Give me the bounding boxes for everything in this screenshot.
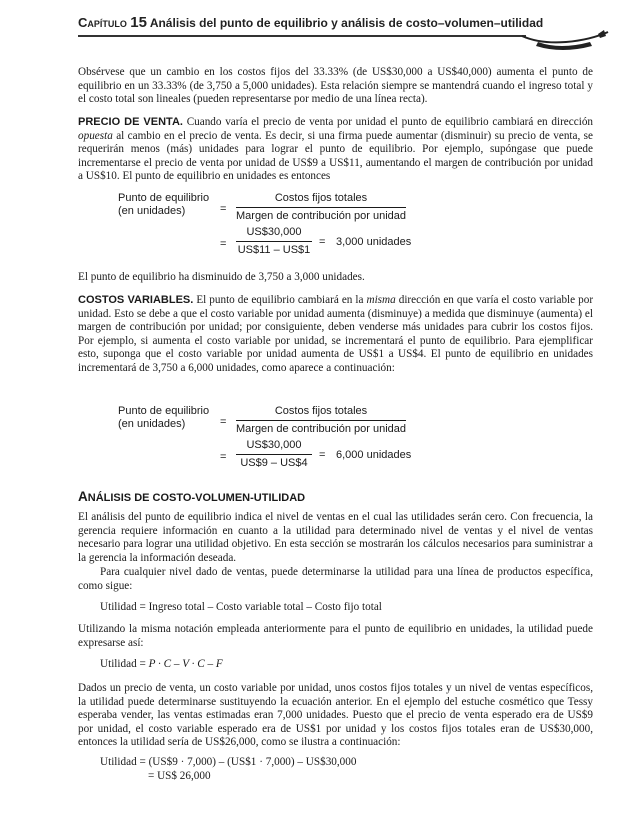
formula2-fraction-bar	[236, 420, 406, 421]
formula1-lhs-line2: (en unidades)	[118, 205, 186, 217]
formula2-lhs-line2: (en unidades)	[118, 418, 186, 430]
formula1-eq2: =	[220, 238, 227, 250]
paragraph-intro: Obsérvese que un cambio en los costos fijos del 33.33% (de US$30,000 a US$40,000) aumenta el punto de equilibrio en un 33.33% (de 3,750 a 5,000 unidades). Esta relación siempre se mantendrá cuando el ingreso total y el costo total son lineales (pueden representarse por medio de una línea recta).	[78, 66, 593, 106]
formula1-lhs-line1: Punto de equilibrio	[118, 192, 210, 204]
precio-text-a: Cuando varía el precio de venta por unidad el punto de equilibrio cambiará en dirección	[186, 116, 594, 128]
formula2-numerator2: US$30,000	[246, 439, 302, 451]
formula1-eq3: =	[319, 236, 326, 248]
formula1-numerator: Costos fijos totales	[274, 192, 368, 204]
precio-lead: PRECIO DE VENTA.	[78, 116, 183, 128]
costos-lead: COSTOS VARIABLES.	[78, 294, 194, 306]
formula2-denominator2: US$9 – US$4	[240, 457, 308, 469]
header-rule	[78, 35, 526, 37]
section-rest: COSTO-VOLUMEN-UTILIDAD	[152, 492, 306, 504]
formula1-fraction-bar2	[236, 241, 312, 242]
paragraph-notacion: Utilizando la misma notación empleada anteriormente para el punto de equilibrio en unidades, la utilidad puede expresarse así:	[78, 623, 593, 649]
formula1-numerator2: US$30,000	[246, 226, 302, 238]
equation-notation-lhs: Utilidad =	[100, 658, 146, 670]
paragraph-ejemplo: Dados un precio de venta, un costo variable por unidad, unos costos fijos totales y un nivel de ventas específicos, la utilidad puede determinarse sustituyendo la ecuación anterior. En el ejemplo del estuche cosmético que Tessy esperaba vender, las ventas estimadas eran 7,000 unidades. Puesto que el precio de venta esperado era de US$9 por unidad, el costo variable esperado era de US$1 por unidad y los costos fijos totales eran de US$30,000, entonces la utilidad sería de US$26,000, como se ilustra a continuación:	[78, 682, 593, 749]
section-cap-a: A	[78, 489, 88, 504]
section-heading	[78, 489, 305, 504]
final-equation-line2: = US$ 26,000	[148, 770, 211, 782]
precio-text-b: al cambio en el precio de venta. Es decir, si una firma puede aumentar (disminuir) su precio de venta, se requerirán menos (más) unidades para lograr el punto de equilibrio. Por ejemplo, supóngase que puede incrementarse el precio de venta por unidad de US$9 a US$11, aumentando el margen de contribución por unidad a US$10. El punto de equilibrio en unidades es entonces	[78, 129, 593, 183]
formula2-eq3: =	[319, 449, 326, 461]
formula1-denominator2: US$11 – US$1	[237, 244, 311, 256]
brush-stroke-logo-icon	[520, 28, 612, 58]
equation-notation	[100, 658, 223, 670]
formula2-result: 6,000 unidades	[336, 449, 412, 461]
formula1-eq1: =	[220, 203, 227, 215]
paragraph-analisis: El análisis del punto de equilibrio indica el nivel de ventas en el cual las utilidades serán cero. Con frecuencia, la gerencia requiere información en cuanto a la utilidad para determinado nivel de ventas y el nivel de ventas necesario para lograr una utilidad objetivo. En esta sección se mostrarán los cálculos necesarios para suministrar a la gerencia la información deseada.	[78, 511, 593, 564]
equation-notation-rhs: P · C – V · C – F	[148, 658, 223, 670]
precio-text-em: opuesta	[78, 129, 113, 142]
chapter-word: Capítulo	[78, 15, 127, 30]
formula2-lhs-line1: Punto de equilibrio	[118, 405, 210, 417]
costos-text-a: El punto de equilibrio cambiará en la	[196, 294, 364, 306]
chapter-title: Análisis del punto de equilibrio y análisis de costo–volumen–utilidad	[149, 16, 544, 30]
formula1-fraction-bar	[236, 207, 406, 208]
paragraph-costos	[78, 294, 593, 376]
formula1-result: 3,000 unidades	[336, 236, 412, 248]
chapter-number: 15	[130, 14, 147, 31]
equation-utilidad: Utilidad = Ingreso total – Costo variable total – Costo fijo total	[100, 601, 382, 613]
costos-text-em: misma	[366, 294, 396, 306]
final-equation-line1: Utilidad = (US$9 · 7,000) – (US$1 · 7,000) – US$30,000	[100, 756, 357, 768]
formula2-eq1: =	[220, 416, 227, 428]
formula1-denominator: Margen de contribución por unidad	[236, 210, 407, 222]
section-small-a: NÁLISIS DE	[87, 492, 153, 504]
paragraph-disminuido: El punto de equilibrio ha disminuido de 3,750 a 3,000 unidades.	[78, 271, 365, 283]
paragraph-nivel-ventas: Para cualquier nivel dado de ventas, puede determinarse la utilidad para una línea de productos específica, como sigue:	[78, 566, 593, 592]
costos-text-b: dirección en que varía el costo variable por unidad. Esto se debe a que el costo variable por unidad aumenta (disminuye) a medida que disminuye (aumenta) el margen de contribución por unidad; por consiguiente, deben venderse más unidades para cubrir los costos fijos. Por ejemplo, si aumenta el costo variable por unidad, se incrementará el punto de equilibrio. Para ejemplificar esto, suponga que el costo variable por unidad aumenta de US$1 a US$4. El punto de equilibrio en unidades incrementará de 3,750 a 6,000 unidades, como aparece a continuación:	[78, 294, 594, 374]
formula2-denominator: Margen de contribución por unidad	[236, 423, 407, 435]
formula2-eq2: =	[220, 451, 227, 463]
formula2-fraction-bar2	[236, 454, 312, 455]
paragraph-precio	[78, 116, 593, 184]
formula2-numerator: Costos fijos totales	[274, 405, 368, 417]
